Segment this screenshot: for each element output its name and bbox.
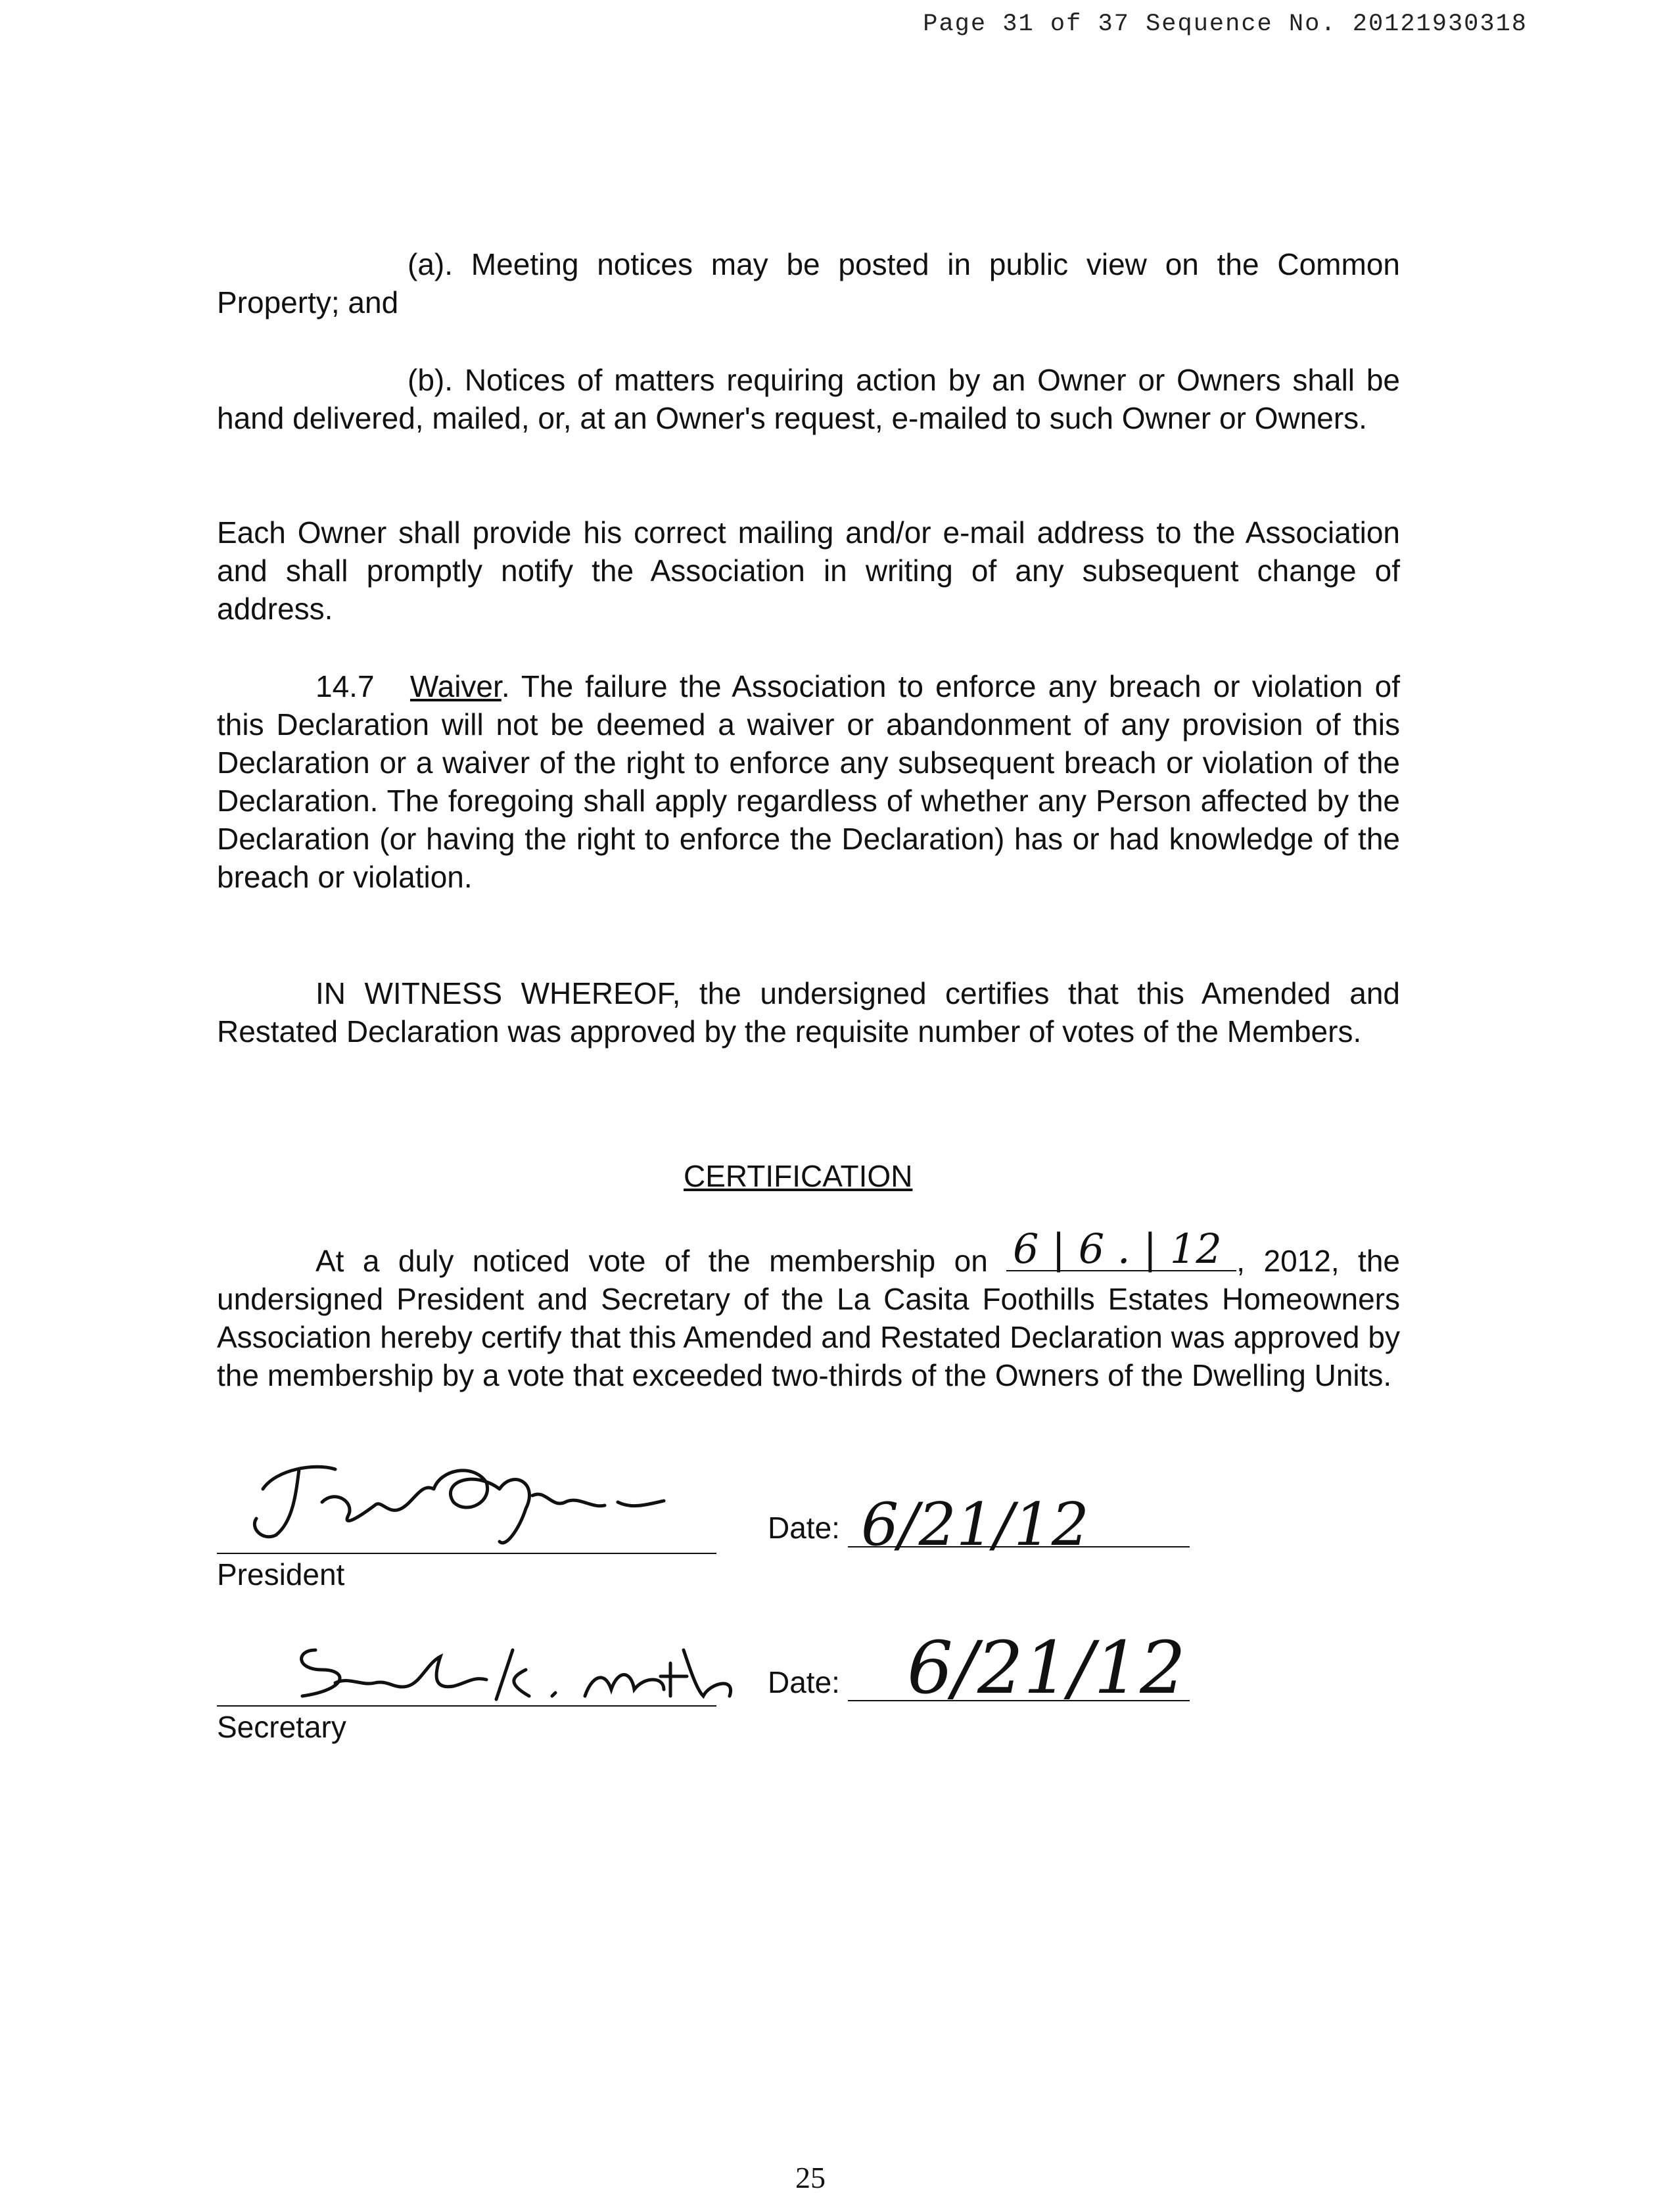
- paragraph-owner-address: Each Owner shall provide his correct mailing and/or e-mail address to the Association and shall promptly notify the Association in writing of any subsequent change of address.: [217, 515, 1400, 626]
- certification-paragraph: [217, 1225, 1400, 1394]
- president-date-handwriting: [854, 1482, 1196, 1568]
- president-label: President: [217, 1557, 345, 1592]
- waiver-number: 14.7: [315, 669, 375, 703]
- paragraph-a: (a). Meeting notices may be posted in public view on the Common Property; and: [217, 247, 1400, 319]
- waiver-body: . The failure the Association to enforce any breach or violation of this Declaration will not be deemed a waiver or abandonment of any provision of this Declaration or a waiver of the right to enforce any subsequent breach or violation of the Declaration. The foregoing shall apply regardless of whether any Person affected by the Declaration (or having the right to enforce the Declaration) has or had knowledge of the breach or violation.: [217, 669, 1401, 894]
- president-date-text: 6/21/12: [861, 1490, 1089, 1559]
- secretary-date-handwriting: [907, 1624, 1249, 1735]
- president-date-label: Date:: [768, 1511, 840, 1545]
- president-signature: [237, 1443, 697, 1555]
- president-signature-line: [217, 1553, 716, 1554]
- secretary-date-label: Date:: [768, 1665, 840, 1699]
- secretary-date-text: 6/21/12: [907, 1626, 1186, 1710]
- waiver-title: Waiver: [409, 669, 502, 703]
- certification-text-after: , 2012, the undersigned President and Secretary of the La Casita Foothills Estates Homeowners Association hereby certify that this Amended and Restated Declaration was approved by the membership by a vote that exceeded two-thirds of the Owners of the Dwelling Units.: [217, 1244, 1400, 1392]
- vote-date-blank: [1006, 1225, 1236, 1273]
- svg-text:6 | 6 . | 12: 6 | 6 . | 12: [1013, 1225, 1223, 1273]
- paragraph-waiver: [217, 667, 1400, 896]
- certification-text-before: At a duly noticed vote of the membership on: [315, 1244, 988, 1278]
- page-number: 25: [795, 2161, 826, 2194]
- paragraph-b: (b). Notices of matters requiring action by an Owner or Owners shall be hand delivered, mailed, or, at an Owner's request, e-mailed to such Owner or Owners.: [217, 363, 1400, 435]
- secretary-signature-line: [217, 1705, 716, 1707]
- certification-heading: CERTIFICATION: [684, 1159, 913, 1193]
- paragraph-witness: IN WITNESS WHEREOF, the undersigned certifies that this Amended and Restated Declaration was approved by the requisite number of votes of the Members.: [217, 976, 1400, 1049]
- secretary-label: Secretary: [217, 1710, 346, 1744]
- secretary-signature: [276, 1624, 789, 1716]
- sequence-header: Page 31 of 37 Sequence No. 20121930318: [923, 11, 1528, 38]
- vote-date-handwriting: [1013, 1227, 1236, 1279]
